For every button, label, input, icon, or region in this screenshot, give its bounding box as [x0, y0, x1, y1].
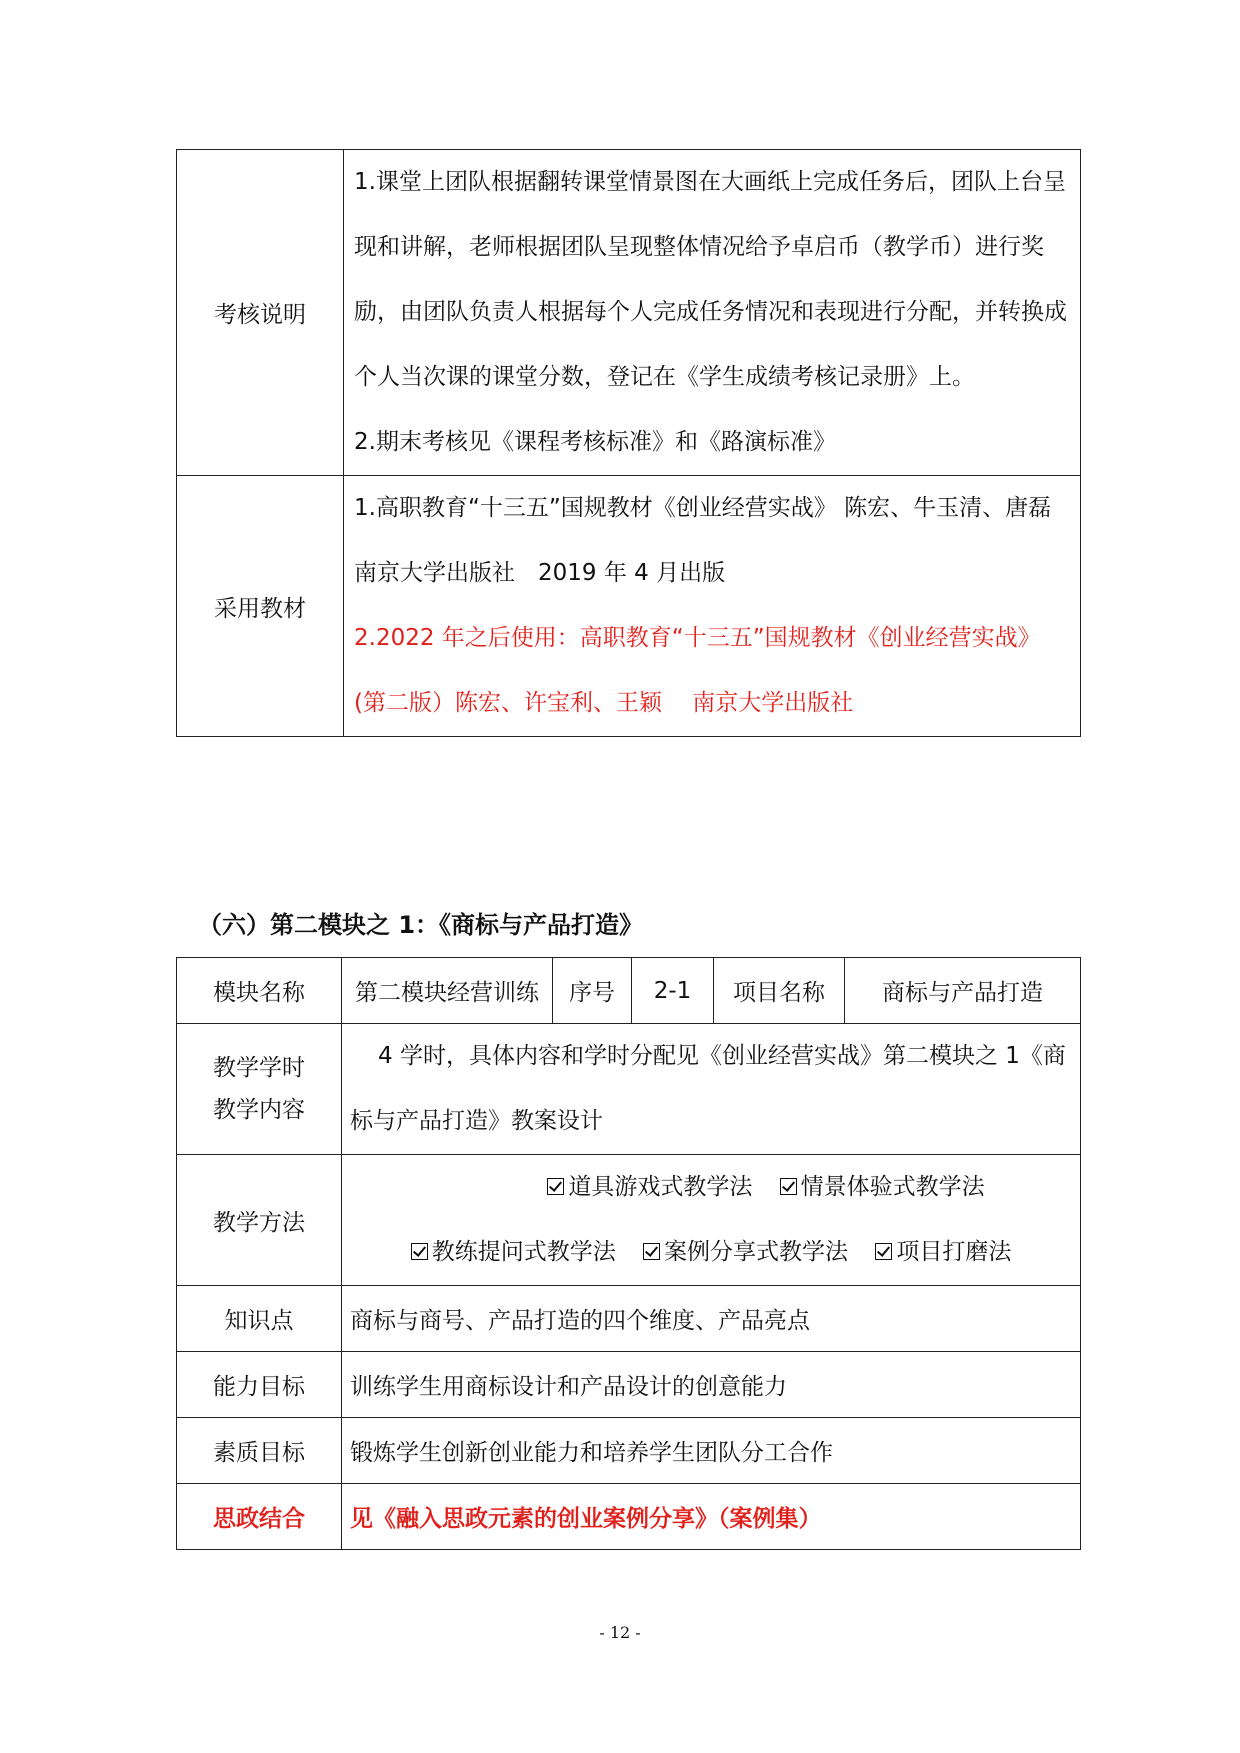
methods-row	[177, 1155, 1081, 1286]
course-info-table	[176, 149, 1081, 737]
project-name-label: 项目名称	[714, 958, 845, 1024]
module-name-label: 模块名称	[177, 958, 342, 1024]
assessment-label: 考核说明	[177, 150, 344, 476]
assessment-item-1: 1.课堂上团队根据翻转课堂情景图在大画纸上完成任务后，团队上台呈现和讲解，老师根据团队呈现整体情况给予卓启币（教学币）进行奖励，由团队负责人根据每个人完成任务情况和表现进行分配，并转换成个人当次课的课堂分数，登记在《学生成绩考核记录册》上。	[354, 169, 1067, 390]
textbook-content	[344, 476, 1081, 737]
checkbox-icon	[780, 1178, 797, 1195]
hours-row	[177, 1024, 1081, 1155]
ability-label: 能力目标	[177, 1352, 342, 1418]
module-table	[176, 957, 1081, 1550]
ideology-row	[177, 1484, 1081, 1550]
serial-label: 序号	[553, 958, 632, 1024]
method-item	[547, 1155, 752, 1220]
method-label: 项目打磨法	[896, 1239, 1012, 1265]
ideology-label: 思政结合	[177, 1484, 342, 1550]
module-header-row	[177, 958, 1081, 1024]
method-item	[875, 1220, 1011, 1285]
textbook-item-1: 1.高职教育“十三五”国规教材《创业经营实战》 陈宏、牛玉清、唐磊 南京大学出版社 2019 年 4 月出版	[354, 495, 1082, 586]
assessment-content	[344, 150, 1081, 476]
hours-value	[342, 1024, 1081, 1155]
methods-line-2	[350, 1220, 1072, 1285]
knowledge-row	[177, 1286, 1081, 1352]
project-name-value: 商标与产品打造	[845, 958, 1081, 1024]
hours-value-text: 4 学时，具体内容和学时分配见《创业经营实战》第二模块之 1《商标与产品打造》教案设计	[350, 1043, 1066, 1134]
quality-row	[177, 1418, 1081, 1484]
ideology-value: 见《融入思政元素的创业案例分享》（案例集）	[342, 1484, 1081, 1550]
textbook-item-2: 2.2022 年之后使用：高职教育“十三五”国规教材《创业经营实战》 (第二版）陈宏、许宝利、王颖 南京大学出版社	[354, 625, 1053, 716]
method-label: 情景体验式教学法	[800, 1174, 985, 1200]
method-label: 案例分享式教学法	[664, 1239, 848, 1265]
quality-value: 锻炼学生创新创业能力和培养学生团队分工合作	[342, 1418, 1081, 1484]
page-number: - 12 -	[599, 1623, 641, 1642]
checkbox-icon	[547, 1178, 564, 1195]
method-label: 道具游戏式教学法	[568, 1174, 753, 1200]
hours-label	[177, 1024, 342, 1155]
hours-label-line2: 教学内容	[213, 1097, 305, 1123]
checkbox-icon	[643, 1243, 660, 1260]
module-name-value: 第二模块经营训练	[342, 958, 553, 1024]
serial-value: 2-1	[632, 958, 714, 1024]
section-heading: （六）第二模块之 1：《商标与产品打造》	[198, 911, 644, 939]
assessment-item-2: 2.期末考核见《课程考核标准》和《路演标准》	[354, 429, 836, 455]
method-item	[643, 1220, 848, 1285]
hours-label-line1: 教学学时	[213, 1055, 305, 1081]
method-label: 教练提问式教学法	[431, 1239, 616, 1265]
checkbox-icon	[875, 1243, 892, 1260]
methods-list	[342, 1155, 1081, 1286]
textbook-label: 采用教材	[177, 476, 344, 737]
knowledge-value: 商标与商号、产品打造的四个维度、产品亮点	[342, 1286, 1081, 1352]
method-item	[780, 1155, 985, 1220]
ability-value: 训练学生用商标设计和产品设计的创意能力	[342, 1352, 1081, 1418]
quality-label: 素质目标	[177, 1418, 342, 1484]
assessment-row	[177, 150, 1081, 476]
methods-label: 教学方法	[177, 1155, 342, 1286]
methods-line-1	[350, 1155, 1072, 1220]
ability-row	[177, 1352, 1081, 1418]
knowledge-label: 知识点	[177, 1286, 342, 1352]
method-item	[411, 1220, 616, 1285]
checkbox-icon	[411, 1243, 428, 1260]
textbook-row	[177, 476, 1081, 737]
